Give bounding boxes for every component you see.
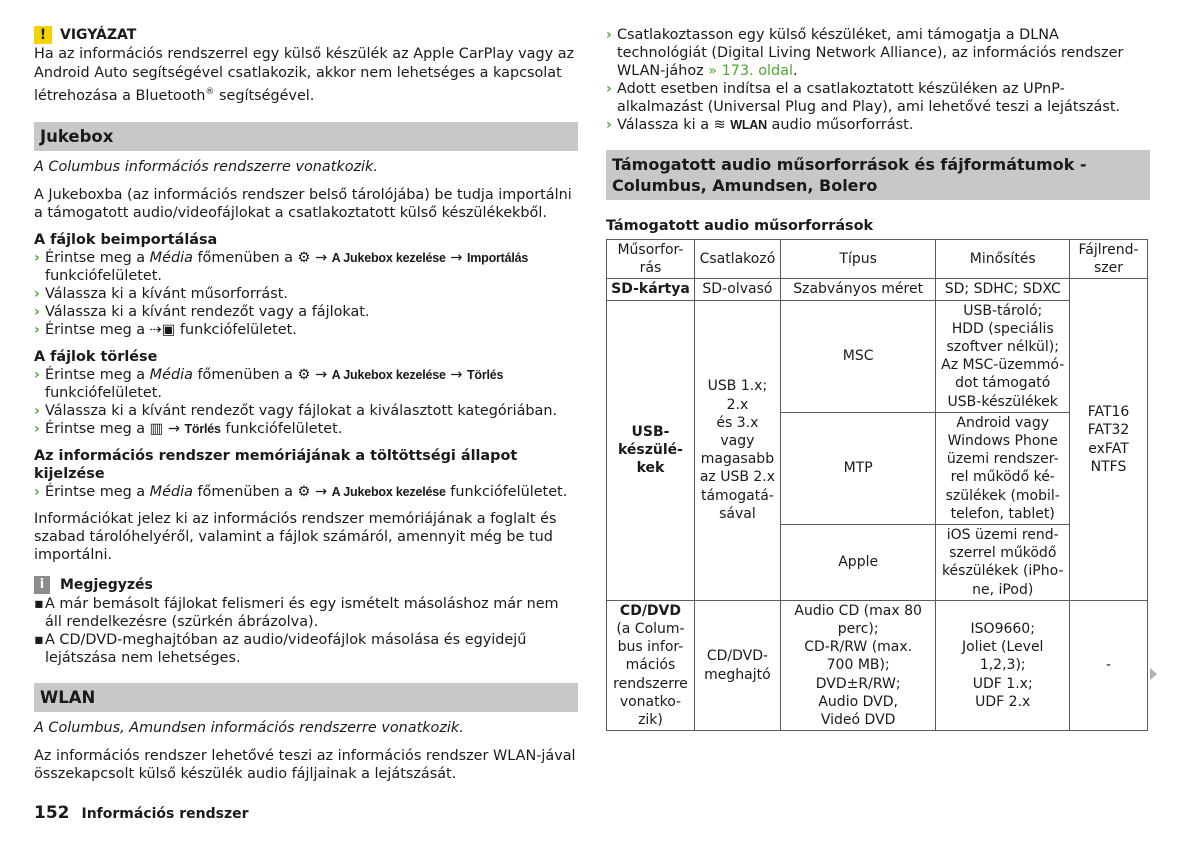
header-connector: Csatlakozó — [694, 240, 780, 279]
cell-spec: ISO9660; Joliet (Level 1,2,3); UDF 1.x; UDF 2.x — [936, 600, 1070, 730]
cell-spec: iOS üzemi rend- szerrel működő készülékek (iPho- ne, iPod) — [936, 525, 1070, 601]
wlan-applies-note: A Columbus, Amundsen információs rendszerre vonatkozik. — [34, 719, 464, 736]
warning-box — [34, 26, 578, 106]
menu-item-delete: Törlés — [184, 421, 221, 436]
formats-section-title: Támogatott audio műsorforrások és fájformátumok - Columbus, Amundsen, Bolero — [606, 150, 1150, 200]
step-arrow-icon: › — [606, 117, 612, 133]
menu-item-jukebox-manage: A Jukebox kezelése — [331, 367, 446, 382]
page-reference-link[interactable]: » 173. oldal — [708, 63, 793, 79]
step-arrow-icon: › — [34, 402, 40, 419]
cell-connector: SD-olvasó — [694, 279, 780, 300]
warning-title: VIGYÁZAT — [60, 27, 137, 43]
step-arrow-icon: › — [606, 81, 612, 97]
memory-step-1: › Érintse meg a Média főmenüben a ⚙ → A Jukebox kezelése funkciófelületet. — [34, 483, 568, 500]
note-item: ▪ A CD/DVD-meghajtóban az audio/videofájlok másolása és egyidejű lejátszása nem lehetséges. — [34, 631, 527, 666]
import-to-folder-icon: ⇢▣ — [149, 321, 176, 338]
cell-connector: USB 1.x; 2.x és 3.x vagy magasabb az USB 2.x támogatá- sával — [694, 300, 780, 600]
table-title: Támogatott audio műsorforrások — [606, 218, 874, 234]
import-heading: A fájlok beimportálása — [34, 231, 218, 248]
wifi-icon: ≋ — [713, 117, 726, 133]
jukebox-intro: A Jukeboxba (az információs rendszer belső tárolójába) be tudja importálni a támogatott audio/videofájlokat a csatlakoztatott külső készülékekből. — [34, 186, 572, 221]
step-arrow-icon: › — [34, 483, 40, 500]
header-spec: Minősítés — [936, 240, 1070, 279]
step-arrow-icon: › — [34, 285, 40, 302]
cell-spec: Android vagy Windows Phone üzemi rendszer- rel működő ké- szülékek (mobil- telefon, tablet) — [936, 412, 1070, 524]
step-arrow-icon: › — [34, 303, 40, 320]
cell-spec: USB-tároló; HDD (speciális szoftver nélkül); Az MSC-üzemmó- dot támogató USB-készülékek — [936, 300, 1070, 412]
cell-source: USB- készülé- kek — [607, 300, 695, 600]
jukebox-applies-note: A Columbus információs rendszerre vonatkozik. — [34, 158, 378, 175]
table-row — [607, 279, 1148, 300]
step-arrow-icon: › — [34, 420, 40, 437]
cell-filesystem: FAT16 FAT32 exFAT NTFS — [1070, 279, 1148, 600]
jukebox-section-title: Jukebox — [34, 122, 578, 151]
menu-item-jukebox-manage: A Jukebox kezelése — [331, 250, 446, 265]
right-column — [606, 26, 1150, 731]
note-item: ▪ A már bemásolt fájlokat felismeri és egy ismételt másoláshoz már nem áll rendelkezésre (szürkén ábrázolva). — [34, 595, 559, 630]
page-number: 152 — [34, 803, 70, 823]
note-box — [34, 576, 578, 667]
wlan-section-title: WLAN — [34, 683, 578, 712]
step-arrow-icon: › — [34, 249, 40, 266]
cell-source: CD/DVD (a Colum- bus infor- mációs rendszerre vonatko- zik) — [607, 600, 695, 730]
registered-mark: ® — [205, 87, 215, 97]
menu-item-import: Importálás — [466, 250, 529, 265]
wlan-intro: Az információs rendszer lehetővé teszi az információs rendszer WLAN-jával összekapcsolt külső készülék audio fájljainak a lejátszását. — [34, 747, 576, 782]
cell-connector: CD/DVD- meghajtó — [694, 600, 780, 730]
wlan-step-3: › Válassza ki a ≋ WLAN audio műsorforrást. — [606, 117, 914, 133]
step-arrow-icon: › — [34, 321, 40, 338]
cell-source: SD-kártya — [607, 279, 695, 300]
note-title: Megjegyzés — [60, 576, 153, 593]
cell-spec: SD; SDHC; SDXC — [936, 279, 1070, 300]
header-filesystem: Fájlrend- szer — [1070, 240, 1148, 279]
warning-header — [34, 26, 578, 44]
memory-info-text: Információkat jelez ki az információs rendszer memóriájának a foglalt és szabad tárolóhelyéről, valamint a fájlok számáról, amennyit még be tud importálni. — [34, 510, 557, 563]
delete-heading: A fájlok törlése — [34, 348, 158, 365]
table-header-row — [607, 240, 1148, 279]
left-column — [34, 26, 578, 783]
header-type: Típus — [780, 240, 936, 279]
settings-gear-icon: ⚙ — [297, 249, 311, 266]
delete-step-2: › Válassza ki a kívánt rendezőt vagy fájlokat a kiválasztott kategóriában. — [34, 402, 558, 419]
import-step-4: › Érintse meg a ⇢▣ funkciófelületet. — [34, 321, 297, 338]
import-step-3: › Válassza ki a kívánt rendezőt vagy a fájlokat. — [34, 303, 370, 320]
note-header — [34, 576, 578, 594]
cell-type: MTP — [780, 412, 936, 524]
cell-type: MSC — [780, 300, 936, 412]
header-source: Műsorfor- rás — [607, 240, 695, 279]
footer-chapter-title: Információs rendszer — [81, 806, 249, 822]
delete-step-1: › Érintse meg a Média főmenüben a ⚙ → A Jukebox kezelése → Törlés funkciófelületet. — [34, 366, 504, 401]
menu-item-jukebox-manage: A Jukebox kezelése — [331, 484, 446, 499]
cell-type: Szabványos méret — [780, 279, 936, 300]
step-arrow-icon: › — [34, 366, 40, 383]
settings-gear-icon: ⚙ — [297, 366, 311, 383]
trash-icon: ▥ — [149, 420, 164, 437]
import-step-2: › Válassza ki a kívánt műsorforrást. — [34, 285, 288, 302]
memory-heading: Az információs rendszer memóriájának a töltöttségi állapot kijelzése — [34, 447, 518, 482]
import-step-1: › Érintse meg a Média főmenüben a ⚙ → A Jukebox kezelése → Importálás funkciófelületet. — [34, 249, 529, 284]
menu-item-delete: Törlés — [466, 367, 504, 382]
warning-text: Ha az információs rendszerrel egy külső készülék az Apple CarPlay vagy az Android Auto segítségével csatlakozik, akkor nem lehetséges a kapcsolat létrehozása a Bluetooth® segítségével. — [34, 46, 575, 104]
page-footer — [34, 804, 249, 823]
wlan-step-2: › Adott esetben indítsa el a csatlakoztatott készüléken az UPnP-alkalmazást (Universal Plug and Play), ami lehetővé teszi a lejátszást. — [606, 81, 1121, 115]
cell-type: Apple — [780, 525, 936, 601]
menu-item-wlan: WLAN — [730, 118, 767, 132]
info-note-icon: i — [34, 576, 50, 594]
next-page-chevron-icon — [1150, 668, 1157, 680]
step-arrow-icon: › — [606, 27, 612, 43]
delete-step-3: › Érintse meg a ▥ → Törlés funkciófelületet. — [34, 420, 343, 437]
table-row — [607, 600, 1148, 730]
cell-type: Audio CD (max 80 perc); CD-R/RW (max. 700 MB); DVD±R/RW; Audio DVD, Videó DVD — [780, 600, 936, 730]
supported-sources-table — [606, 239, 1148, 731]
warning-exclamation-icon: ! — [34, 26, 52, 44]
wlan-step-1: › Csatlakoztasson egy külső készüléket, ami támogatja a DLNA technológiát (Digital Living Network Alliance), az információs rendszer WLAN-jához » 173. oldal. — [606, 27, 1124, 79]
cell-filesystem: - — [1070, 600, 1148, 730]
table-row — [607, 300, 1148, 412]
settings-gear-icon: ⚙ — [297, 483, 311, 500]
